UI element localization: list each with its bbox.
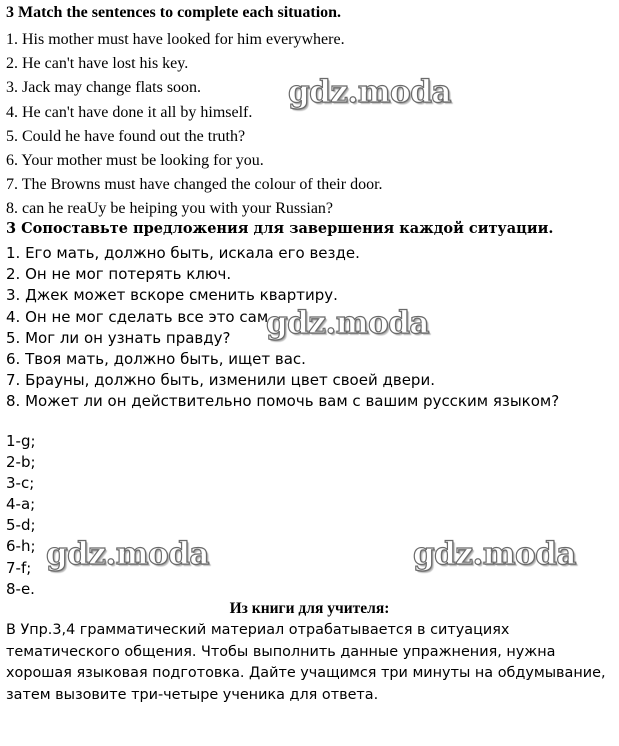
list-item: 6. Твоя мать, должно быть, ищет вас. bbox=[6, 349, 306, 368]
list-item: 4. He can't have done it all by himself. bbox=[6, 103, 253, 121]
answer-item: 3-c; bbox=[6, 474, 35, 493]
teacher-note-line: В Упр.3,4 грамматический материал отрабатывается в ситуациях bbox=[6, 622, 510, 638]
teacher-note-line: затем вызовите три-четыре ученика для ответа. bbox=[6, 686, 379, 703]
list-item: 8. can he reaUy be heiping you with your Russian? bbox=[6, 200, 334, 218]
list-item: 5. Мог ли он узнать правду? bbox=[6, 328, 231, 347]
answer-item: 1-g; bbox=[6, 432, 36, 450]
list-item: 8. Может ли он действительно помочь вам с вашим русским языком? bbox=[6, 392, 560, 411]
teacher-note-title: Из книги для учителя: bbox=[229, 600, 390, 617]
sentence-list-en bbox=[6, 28, 383, 222]
answer-item: 5-d; bbox=[6, 516, 36, 535]
answer-item: 4-a; bbox=[6, 495, 36, 514]
watermark: gdz.moda bbox=[46, 536, 209, 572]
watermark: gdz.moda bbox=[266, 305, 429, 341]
list-item: 3. Jack may change flats soon. bbox=[6, 79, 202, 97]
teacher-note-line: хорошая языковая подготовка. Дайте учащимся три минуты на обдумывание, bbox=[6, 665, 606, 681]
answer-item: 8-e. bbox=[6, 579, 35, 598]
answer-item: 6-h; bbox=[6, 537, 36, 556]
list-item: 2. Он не мог потерять ключ. bbox=[6, 265, 232, 284]
list-item: 4. Он не мог сделать все это сам. bbox=[6, 307, 273, 326]
list-item: 1. His mother must have looked for him everywhere. bbox=[6, 31, 345, 48]
watermark: gdz.moda bbox=[413, 536, 576, 572]
list-item: 7. The Browns must have changed the colour of their door. bbox=[6, 176, 383, 194]
answer-list bbox=[6, 431, 36, 600]
teacher-note-line: тематического общения. Чтобы выполнить данные упражнения, нужна bbox=[6, 643, 556, 660]
list-item: 2. He can't have lost his key. bbox=[6, 55, 189, 73]
answer-item: 7-f; bbox=[6, 558, 32, 577]
list-item: 1. Его мать, должно быть, искала его везде. bbox=[6, 244, 360, 262]
watermark: gdz.moda bbox=[288, 74, 451, 110]
list-item: 3. Джек может вскоре сменить квартиру. bbox=[6, 286, 338, 305]
list-item: 5. Could he have found out the truth? bbox=[6, 127, 246, 145]
answer-item: 2-b; bbox=[6, 453, 36, 472]
list-item: 6. Your mother must be looking for you. bbox=[6, 151, 264, 169]
exercise-heading-ru: 3 Сопоставьте предложения для завершения каждой ситуации. bbox=[6, 220, 554, 237]
teacher-note-text bbox=[6, 620, 616, 706]
list-item: 7. Брауны, должно быть, изменили цвет своей двери. bbox=[6, 371, 435, 390]
exercise-heading-en: 3 Match the sentences to complete each situation. bbox=[6, 4, 342, 21]
